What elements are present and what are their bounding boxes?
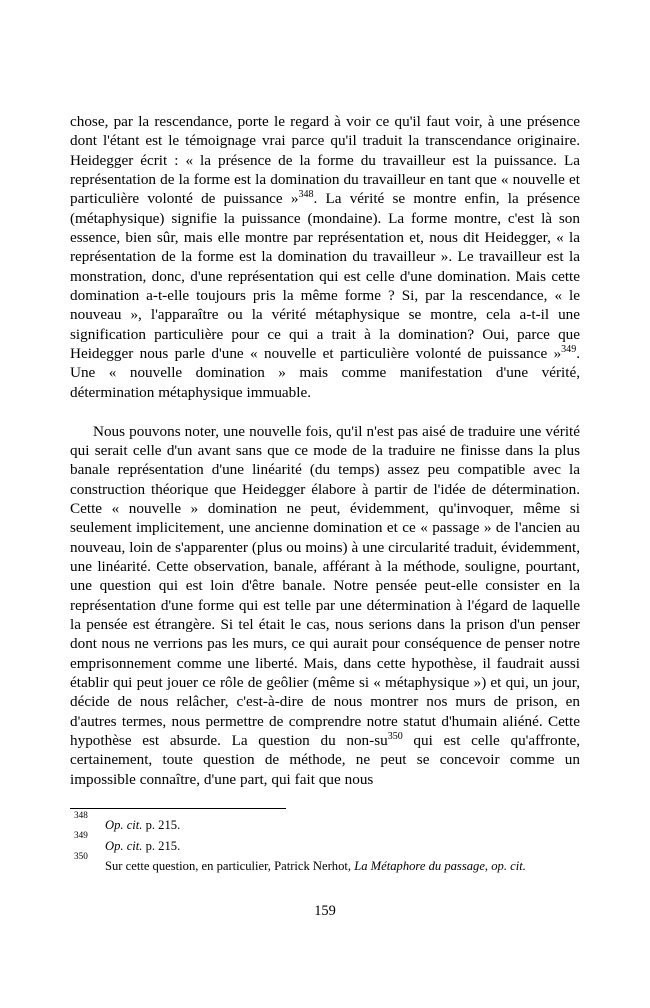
footnote-text-349: Op. cit. p. 215.	[105, 838, 181, 853]
footnote-number-348[interactable]: 348	[74, 809, 88, 820]
footnote-number-349[interactable]: 349	[74, 830, 88, 841]
page-number: 159	[314, 903, 336, 919]
body-text-block	[70, 112, 580, 789]
footnote-reference-348[interactable]: 348	[298, 189, 314, 201]
footnote-separator-rule	[70, 808, 286, 809]
paragraph-2: Nous pouvons noter, une nouvelle fois, qu'il n'est pas aisé de traduire une vérité qui serait celle d'un avant sans que ce mode de la traduire ne finisse dans la plus banale représentation d'une linéarité (du temps) assez peu compatible avec la construction théorique que Heidegger élabore à partir de l'idée de détermination. Cette « nouvelle » domination ne peut, évidemment, qu'invoquer, même si seulement implicitement, une ancienne domination et ce « passage » de l'ancien au nouveau, loin de s'apparenter (plus ou moins) à une circularité traduit, évidemment, une linéarité. Cette observation, banale, afférant à la méthode, souligne, pourtant, une question qui est loin d'être banale. Notre pensée peut-elle consister en la représentation d'une forme qui est telle par une détermination à l'égard de laquelle la pensée est étrangère. Si tel était le cas, nous serions dans la prison d'un penser dont nous ne verrions pas les murs, ce qui aurait pour conséquence de penser notre emprisonnement comme une liberté. Mais, dans cette hypothèse, il faudrait aussi établir qui peut jouer ce rôle de geôlier (même si « métaphysique ») et qui, un jour, décide de nous relâcher, c'est-à-dire de nous montrer nos murs de prison, en d'autres termes, nous permettre de comprendre notre statut d'humain aliéné. Cette hypothèse est absurde. La question du non-su$^{350}$ qui est celle qu'affronte, certainement, toute question de méthode, ne peut se concevoir comme un impossible connaître, d'une part, qui fait que nous	[70, 422, 580, 788]
footnote-348	[70, 809, 580, 836]
footnote-text-350: Sur cette question, en particulier, Patrick Nerhot, La Métaphore du passage, op. cit.	[105, 859, 526, 873]
footnote-reference-349[interactable]: 349	[561, 344, 577, 356]
footnote-reference-350[interactable]: 350	[387, 730, 403, 742]
paragraph-1: chose, par la rescendance, porte le regard à voir ce qu'il faut voir, à une présence dont l'étant est le témoignage vrai parce qu'il traduit la transcendance originaire. Heidegger écrit : « la présence de la forme du travailleur est la puissance. La représentation de la forme est la domination du travailleur en tant que « nouvelle et particulière volonté de puissance »$^{348}$. La vérité se montre enfin, la présence (métaphysique) signifie la puissance (mondaine). La forme montre, c'est là son essence, bien sûr, mais elle montre par représentation et, nous dit Heidegger, « la représentation de la forme est la domination du travailleur ». Le travailleur est la monstration, donc, d'une représentation qui est celle d'une domination. Mais cette domination a-t-elle toujours pris la même forme ? Si, par la rescendance, « le nouveau », l'apparaître ou la vérité métaphysique se montre, cela a-t-il une signification particulière pour ce qui a trait à la domination? Oui, parce que Heidegger nous parle d'une « nouvelle et particulière volonté de puissance »$^{349}$. Une « nouvelle domination » mais comme manifestation d'une vérité, détermination métaphysique immuable.	[70, 113, 581, 401]
footnote-number-350[interactable]: 350	[74, 850, 88, 861]
italic-run: op. cit.	[491, 859, 526, 873]
footnote-349	[70, 830, 580, 857]
italic-run: Op. cit.	[105, 838, 143, 853]
footnote-350	[70, 850, 580, 877]
footnote-text-348: Op. cit. p. 215.	[105, 818, 181, 832]
footnotes-section	[70, 808, 580, 877]
italic-run: Op. cit.	[105, 818, 143, 832]
italic-run: La Métaphore du passage	[354, 859, 485, 873]
footnote-list	[70, 809, 580, 877]
